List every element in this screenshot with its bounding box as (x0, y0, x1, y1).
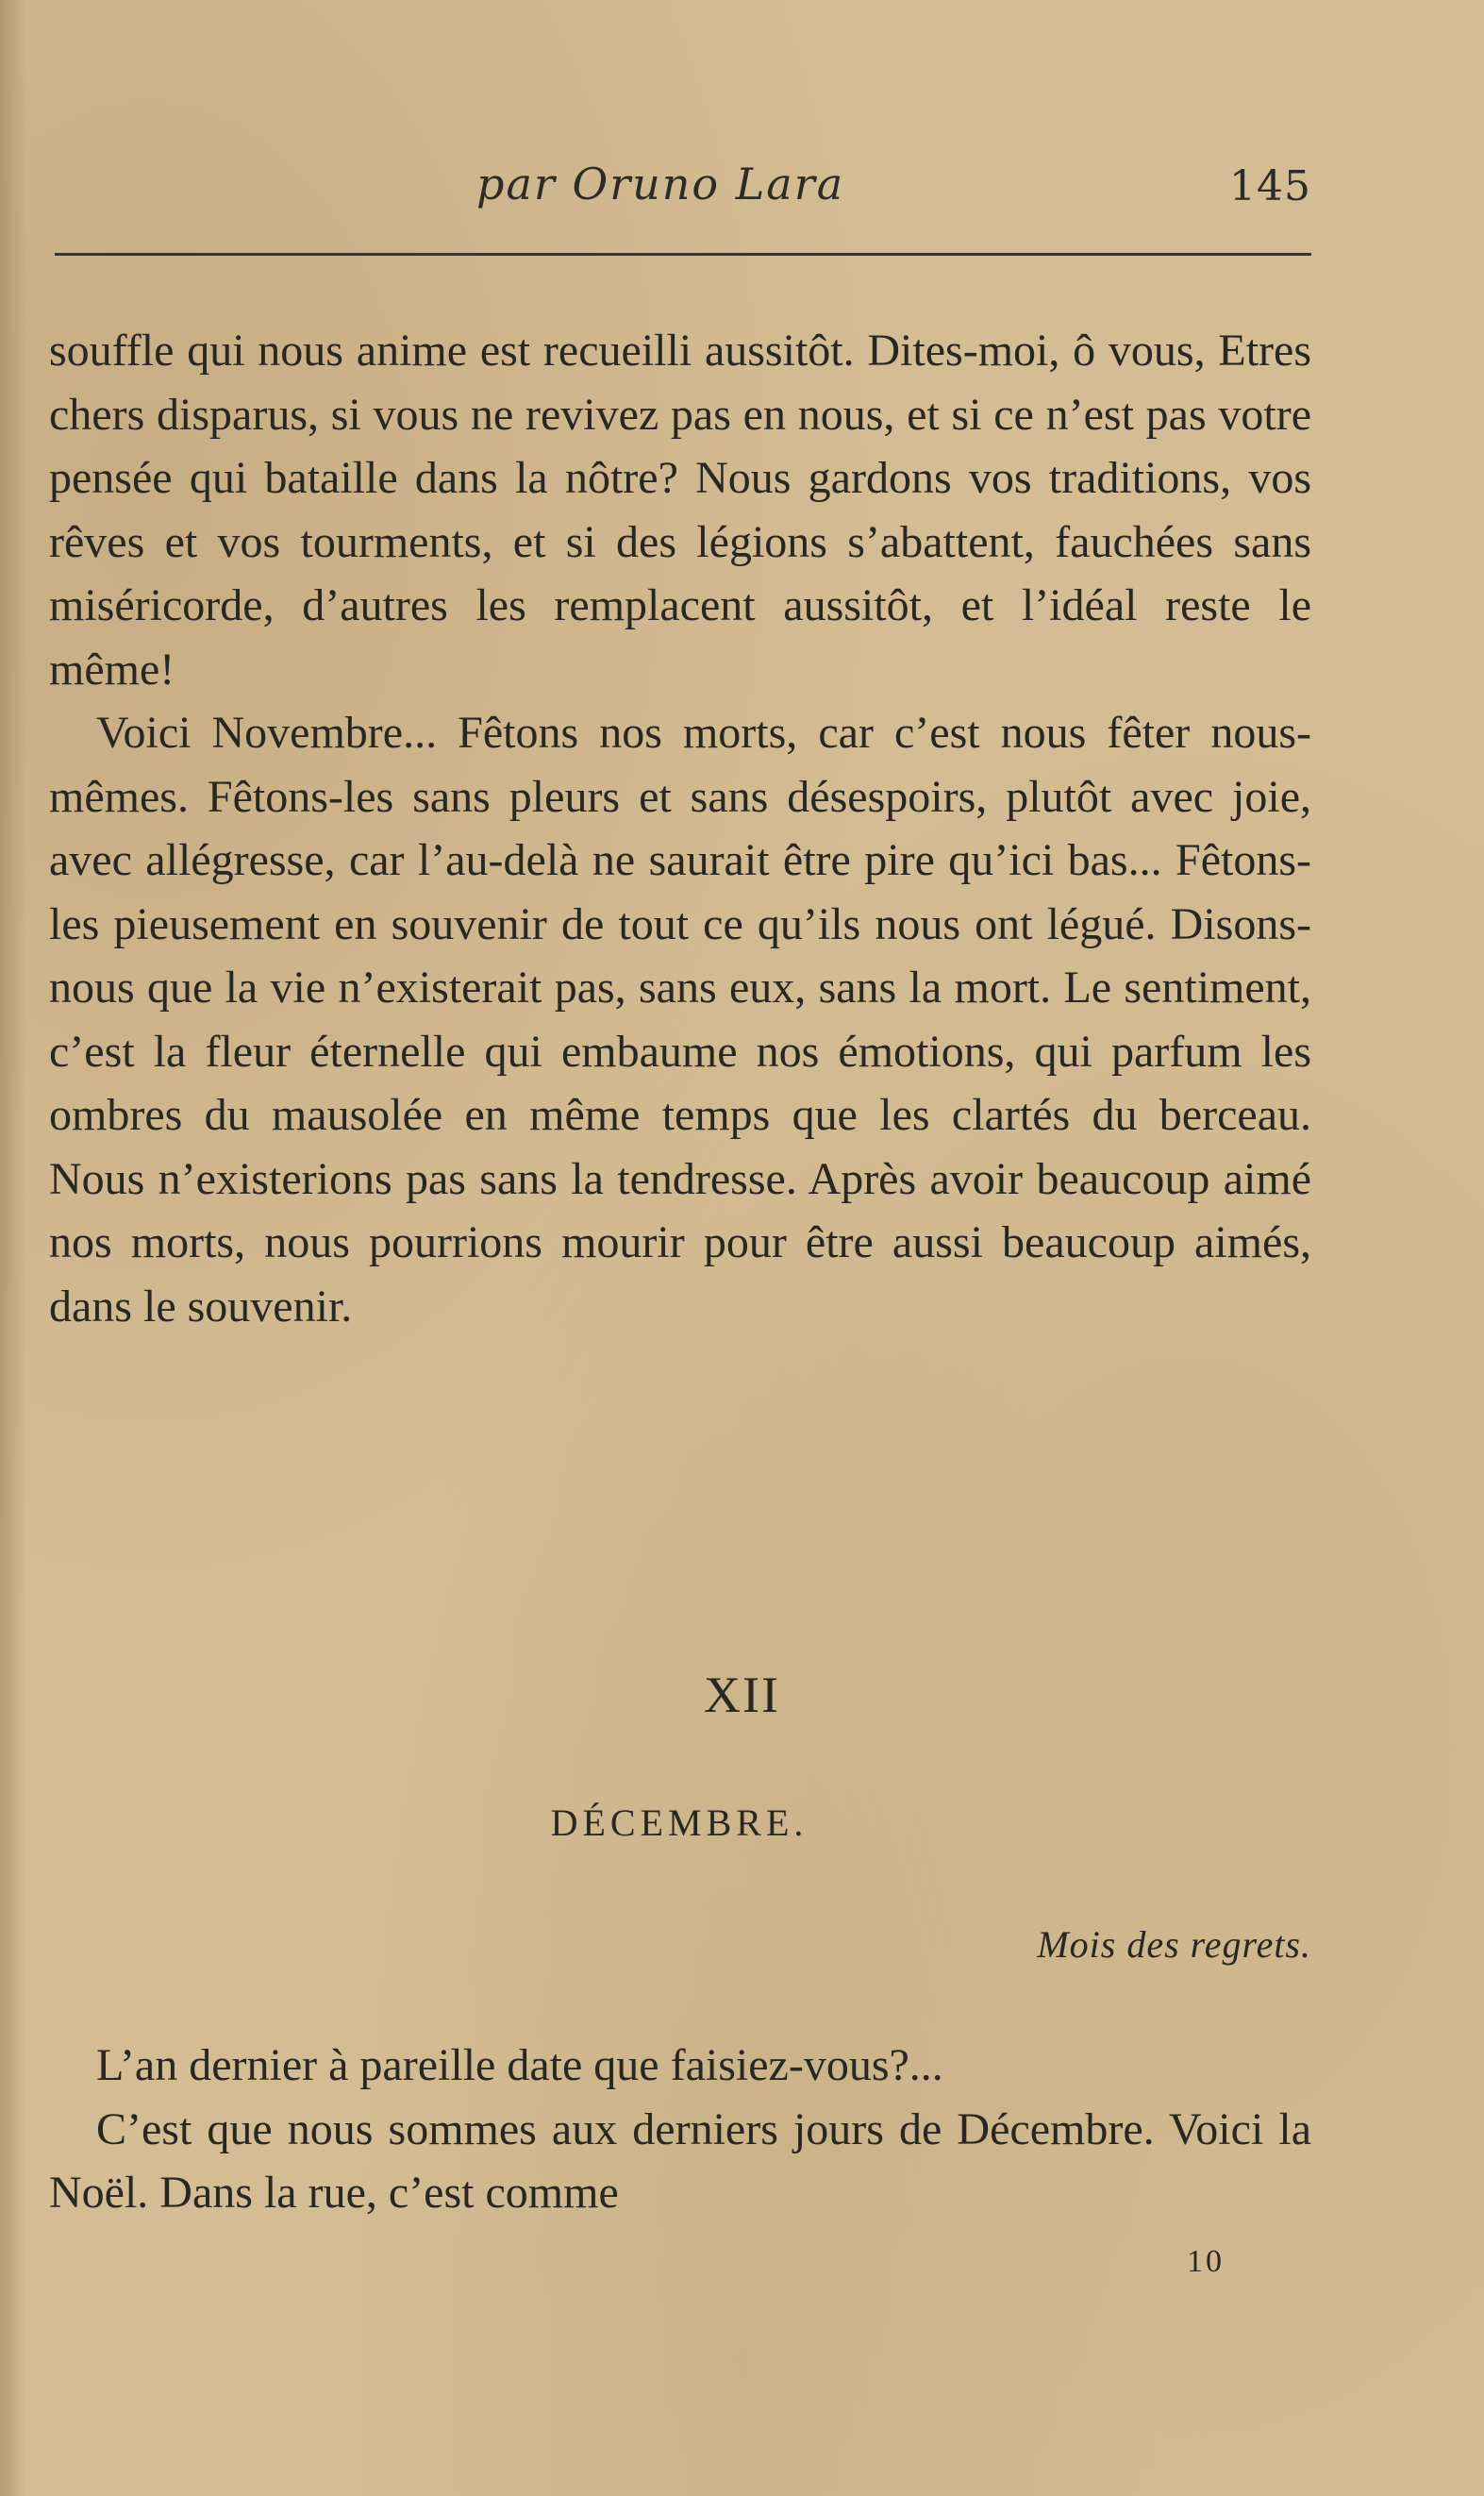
paragraph-novembre: Voici Novembre... Fêtons nos morts, car c’est nous fêter nous-mêmes. Fêtons-les sans pleurs et sans désespoirs, plutôt avec joie, avec allégresse, car l’au-delà ne saurait être pire qu’ici bas... Fêtons-les pieusement en souvenir de tout ce qu’ils nous ont légué. Disons-nous que la vie n’existerait pas, sans eux, sans la mort. Le sentiment, c’est la fleur éternelle qui embaume nos émotions, qui parfum les ombres du mausolée en même temps que les clartés du berceau. Nous n’existerions pas sans la tendresse. Après avoir beaucoup aimé nos morts, nous pourrions mourir pour être aussi beaucoup aimés, dans le souvenir. (49, 708, 1311, 1332)
paragraph-decembre: C’est que nous sommes aux derniers jours de Décembre. Voici la Noël. Dans la rue, c’est comme (49, 2103, 1311, 2218)
paragraph-question: L’an dernier à pareille date que faisiez-vous?... (96, 2040, 943, 2090)
running-head (0, 159, 1484, 225)
signature-mark: 10 (1187, 2244, 1225, 2279)
text-block-top (49, 319, 1311, 1338)
text-block-bottom (49, 2034, 1311, 2225)
epigraph: Mois des regrets. (1037, 1923, 1311, 1966)
header-rule (55, 253, 1311, 256)
binding-shadow (0, 0, 26, 2496)
chapter-number: XII (704, 1667, 780, 1723)
page-number: 145 (1229, 162, 1311, 210)
paragraph-continued: souffle qui nous anime est recueilli aussitôt. Dites-moi, ô vous, Etres chers disparus, si vous ne revivez pas en nous, et si ce n’est pas votre pensée qui bataille dans la nôtre? Nous gardons vos traditions, vos rêves et vos tourments, et si des légions s’abattent, fauchées sans miséricorde, d’autres les remplacent aussitôt, et l’idéal reste le même! (49, 326, 1311, 695)
running-title: par Oruno Lara (476, 159, 845, 209)
chapter-title: DÉCEMBRE. (550, 1801, 809, 1844)
